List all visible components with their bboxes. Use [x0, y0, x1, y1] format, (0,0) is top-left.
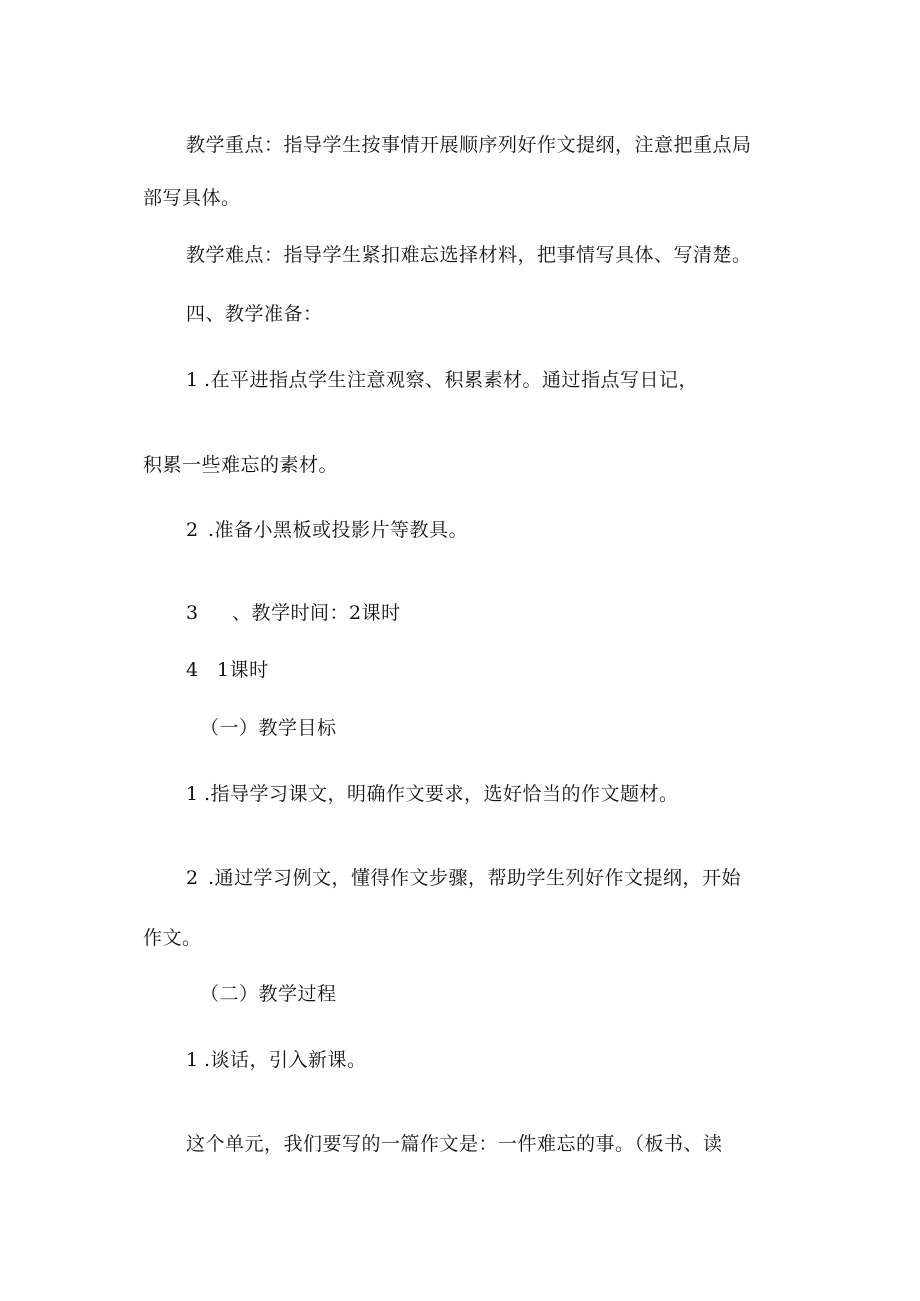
paragraph-text: 教学重点：指导学生按事情开展顺序列好作文提纲，注意把重点局: [186, 134, 752, 156]
heading-text: （二）教学过程: [200, 983, 337, 1005]
subheading-objectives: [200, 716, 337, 740]
paragraph-text: 部写具体。: [143, 187, 241, 209]
objective-item-1: [186, 782, 679, 806]
item-number: 1: [186, 1049, 199, 1071]
heading-text: 四、教学准备：: [186, 303, 323, 325]
item-text: .指导学习课文，明确作文要求，选好恰当的作文题材。: [204, 783, 679, 805]
intro-paragraph: [186, 1132, 723, 1156]
item-number: 1: [186, 369, 199, 391]
teaching-time-line: [186, 601, 401, 625]
paragraph-text: 这个单元，我们要写的一篇作文是：一件难忘的事。（板书、读: [186, 1133, 723, 1155]
paragraph-text: 作文。: [143, 927, 202, 949]
key-points-continuation: [143, 186, 241, 210]
item-text: .谈话，引入新课。: [204, 1049, 367, 1071]
item-text: .准备小黑板或投影片等教具。: [208, 519, 469, 541]
item-number: 2: [186, 867, 199, 889]
preparation-item-2: [186, 518, 468, 542]
lesson-one-line: [186, 658, 269, 682]
paragraph-text: 积累一些难忘的素材。: [143, 454, 339, 476]
item-number: 2: [186, 519, 199, 541]
process-item-1: [186, 1048, 367, 1072]
key-points-line: [186, 133, 752, 157]
item-number: 1: [186, 783, 199, 805]
objective-item-2-continuation: [143, 926, 202, 950]
item-number: 3: [186, 602, 199, 624]
heading-text: （一）教学目标: [200, 717, 337, 739]
section-heading-preparation: [186, 302, 323, 326]
item-number: 4: [186, 659, 199, 681]
difficulties-line: [186, 243, 752, 267]
paragraph-text: 教学难点：指导学生紧扣难忘选择材料，把事情写具体、写清楚。: [186, 244, 752, 266]
subheading-process: [200, 982, 337, 1006]
preparation-item-1: [186, 368, 698, 392]
item-text: 1课时: [217, 659, 269, 681]
item-text: .在平进指点学生注意观察、积累素材。通过指点写日记，: [204, 369, 699, 391]
objective-item-2: [186, 866, 741, 890]
item-text: .通过学习例文，懂得作文步骤，帮助学生列好作文提纲，开始: [208, 867, 742, 889]
item-text: 、教学时间：2课时: [232, 602, 401, 624]
preparation-item-1-continuation: [143, 453, 338, 477]
